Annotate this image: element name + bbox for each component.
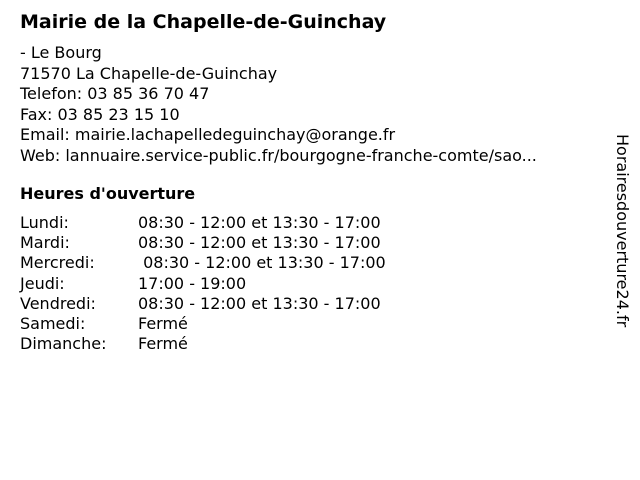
day-label: Jeudi: [20, 273, 65, 293]
time-value: 08:30 - 12:00 et 13:30 - 17:00 [138, 213, 381, 232]
postal-city: 71570 La Chapelle-de-Guinchay [20, 63, 278, 83]
email-address: Email: mairie.lachapelledeguinchay@orange.fr [20, 125, 396, 145]
contact-block [20, 43, 537, 167]
day-label: Dimanche: [20, 334, 107, 354]
website-url: Web: lannuaire.service-public.fr/bourgogne-franche-comte/sao... [20, 145, 537, 165]
opening-hours-heading: Heures d'ouverture [20, 184, 196, 203]
time-value: 17:00 - 19:00 [138, 273, 247, 293]
phone-number: Telefon: 03 85 36 70 47 [20, 84, 210, 104]
time-value: 08:30 - 12:00 et 13:30 - 17:00 [138, 293, 381, 313]
time-value: 08:30 - 12:00 et 13:30 - 17:00 [138, 233, 381, 253]
fax-number: Fax: 03 85 23 15 10 [20, 104, 180, 124]
day-label: Samedi: [20, 313, 86, 333]
time-value: 08:30 - 12:00 et 13:30 - 17:00 [138, 253, 386, 273]
day-label: Lundi: [20, 213, 69, 232]
time-value: Fermé [138, 313, 188, 333]
day-label: Vendredi: [20, 293, 96, 313]
day-label: Mardi: [20, 233, 70, 253]
day-label: Mercredi: [20, 253, 95, 273]
street-address: - Le Bourg [20, 43, 102, 62]
time-value: Fermé [138, 334, 188, 354]
site-watermark: Horairesdouverture24.fr [613, 134, 632, 328]
page-title: Mairie de la Chapelle-de-Guinchay [20, 11, 387, 33]
